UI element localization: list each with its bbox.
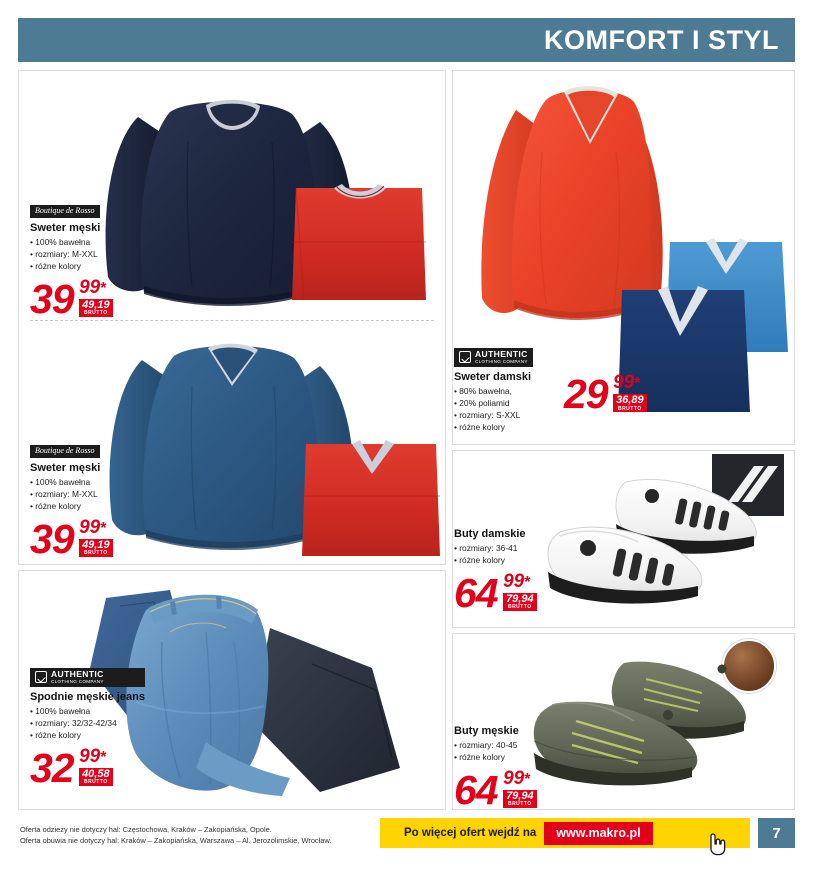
price-cents: 99 bbox=[79, 745, 101, 767]
feature-item: • 100% bawełna bbox=[30, 477, 113, 489]
footer-cta-text: Po więcej ofert wejdź na bbox=[404, 827, 537, 839]
page-header bbox=[18, 18, 795, 62]
price-block bbox=[454, 569, 537, 616]
image-spodnie-jeans bbox=[20, 572, 444, 808]
product-features bbox=[454, 740, 537, 764]
info-buty-damskie bbox=[454, 528, 537, 616]
brand-badge-authentic: AUTHENTIC CLOTHING COMPANY bbox=[454, 348, 533, 367]
footer-note-line-1: Oferta odzieży nie dotyczy hal: Częstochowa, Kraków – Zakopiańska, Opole. bbox=[20, 825, 272, 834]
brutto-label: BRUTTO bbox=[83, 310, 108, 317]
image-sweter-meski-1 bbox=[20, 72, 444, 318]
product-title: Sweter męski bbox=[30, 462, 101, 474]
price-brutto bbox=[613, 394, 647, 412]
feature-item: • 80% bawełna, bbox=[454, 386, 533, 398]
feature-item: • 20% poliamid bbox=[454, 398, 533, 410]
price-integer: 64 bbox=[454, 569, 498, 616]
feature-item: • rozmiary: M-XXL bbox=[30, 489, 113, 501]
brutto-label: BRUTTO bbox=[507, 801, 532, 808]
brutto-value: 79,94 bbox=[506, 789, 534, 802]
feature-item: • rozmiary: 40-45 bbox=[454, 740, 537, 752]
footer-url-link[interactable]: www.makro.pl bbox=[544, 822, 652, 845]
price-block bbox=[30, 515, 113, 562]
brand-badge-authentic: AUTHENTIC CLOTHING COMPANY bbox=[30, 668, 145, 687]
image-buty-damskie bbox=[454, 452, 793, 626]
price-block bbox=[564, 370, 647, 417]
hand-cursor-icon bbox=[706, 832, 728, 856]
info-sweter-meski-1 bbox=[30, 200, 113, 317]
feature-item: • różne kolory bbox=[454, 422, 533, 434]
info-sweter-damski bbox=[454, 348, 533, 434]
feature-item: • 100% bawełna bbox=[30, 706, 145, 718]
price-brutto bbox=[79, 539, 113, 557]
feature-item: • różne kolory bbox=[30, 730, 145, 742]
page-number: 7 bbox=[758, 818, 795, 848]
product-features bbox=[454, 543, 537, 567]
brutto-value: 79,94 bbox=[506, 592, 534, 605]
brutto-value: 49,19 bbox=[82, 538, 110, 551]
feature-item: • rozmiary: S-XXL bbox=[454, 410, 533, 422]
folded-red-vneck-illustration bbox=[286, 430, 444, 564]
product-title: Buty damskie bbox=[454, 528, 526, 540]
product-features bbox=[30, 477, 113, 513]
price-integer: 39 bbox=[30, 515, 74, 562]
image-sweter-meski-2 bbox=[20, 322, 444, 564]
price-cents: 99 bbox=[79, 276, 101, 298]
feature-item: • 100% bawełna bbox=[30, 237, 113, 249]
check-icon bbox=[35, 671, 47, 683]
price-block bbox=[30, 275, 113, 318]
footer-cta-bar bbox=[380, 818, 750, 848]
price-block bbox=[30, 744, 113, 791]
feature-item: • rozmiary: 36-41 bbox=[454, 543, 537, 555]
brutto-value: 49,19 bbox=[82, 298, 110, 311]
price-brutto bbox=[79, 299, 113, 317]
brand-badge-boutique: Boutique de Rosso bbox=[30, 205, 100, 218]
info-buty-meskie bbox=[454, 725, 537, 808]
mens-hiking-shoes-illustration bbox=[516, 649, 776, 799]
product-title: Sweter damski bbox=[454, 371, 532, 384]
price-star: * bbox=[100, 748, 107, 766]
price-integer: 29 bbox=[564, 370, 608, 417]
product-title: Buty męskie bbox=[454, 725, 519, 737]
feature-item: • różne kolory bbox=[30, 501, 113, 513]
price-sweter-damski bbox=[564, 368, 647, 417]
price-star: * bbox=[100, 279, 107, 297]
price-star: * bbox=[100, 519, 107, 537]
footer-legal-note bbox=[20, 824, 380, 847]
womens-sneakers-illustration bbox=[530, 462, 780, 622]
brutto-label: BRUTTO bbox=[83, 550, 108, 557]
price-integer: 32 bbox=[30, 744, 74, 791]
brutto-value: 40,58 bbox=[82, 767, 110, 780]
brutto-label: BRUTTO bbox=[83, 779, 108, 786]
footer-note-line-2: Oferta obuwia nie dotyczy hal: Kraków – Zakopiańska, Warszawa – Al. Jerozolimskie, Wrocław. bbox=[20, 836, 332, 846]
price-star: * bbox=[524, 573, 531, 591]
folded-red-sweater-illustration bbox=[274, 172, 444, 312]
price-cents: 99 bbox=[613, 372, 635, 393]
brand-badge-boutique: Boutique de Rosso bbox=[30, 445, 100, 458]
price-star: * bbox=[634, 375, 641, 392]
check-icon bbox=[459, 351, 471, 363]
product-title: Sweter męski bbox=[30, 222, 101, 234]
price-cents: 99 bbox=[503, 570, 525, 592]
info-sweter-meski-2 bbox=[30, 440, 113, 562]
price-cents: 99 bbox=[79, 516, 101, 538]
product-features bbox=[30, 237, 113, 273]
price-brutto bbox=[503, 790, 537, 808]
price-cents: 99 bbox=[503, 767, 525, 789]
price-integer: 39 bbox=[30, 275, 74, 318]
price-block bbox=[454, 766, 537, 808]
page-title: KOMFORT I STYL bbox=[544, 24, 779, 55]
brutto-label: BRUTTO bbox=[507, 604, 532, 611]
price-brutto bbox=[79, 768, 113, 786]
brutto-label: BRUTTO bbox=[617, 405, 642, 412]
info-spodnie-jeans bbox=[30, 668, 145, 791]
feature-item: • rozmiary: M-XXL bbox=[30, 249, 113, 261]
feature-item: • różne kolory bbox=[30, 261, 113, 273]
image-buty-meskie bbox=[454, 635, 793, 808]
feature-item: • różne kolory bbox=[454, 752, 537, 764]
price-brutto bbox=[503, 593, 537, 611]
feature-item: • różne kolory bbox=[454, 555, 537, 567]
feature-item: • rozmiary: 32/32-42/34 bbox=[30, 718, 145, 730]
image-sweter-damski bbox=[454, 72, 793, 443]
divider-left bbox=[30, 320, 434, 321]
product-features bbox=[454, 386, 533, 434]
price-integer: 64 bbox=[454, 766, 498, 808]
product-features bbox=[30, 706, 145, 742]
price-star: * bbox=[524, 770, 531, 788]
product-title: Spodnie męskie jeans bbox=[30, 691, 145, 704]
brutto-value: 36,89 bbox=[616, 394, 644, 406]
